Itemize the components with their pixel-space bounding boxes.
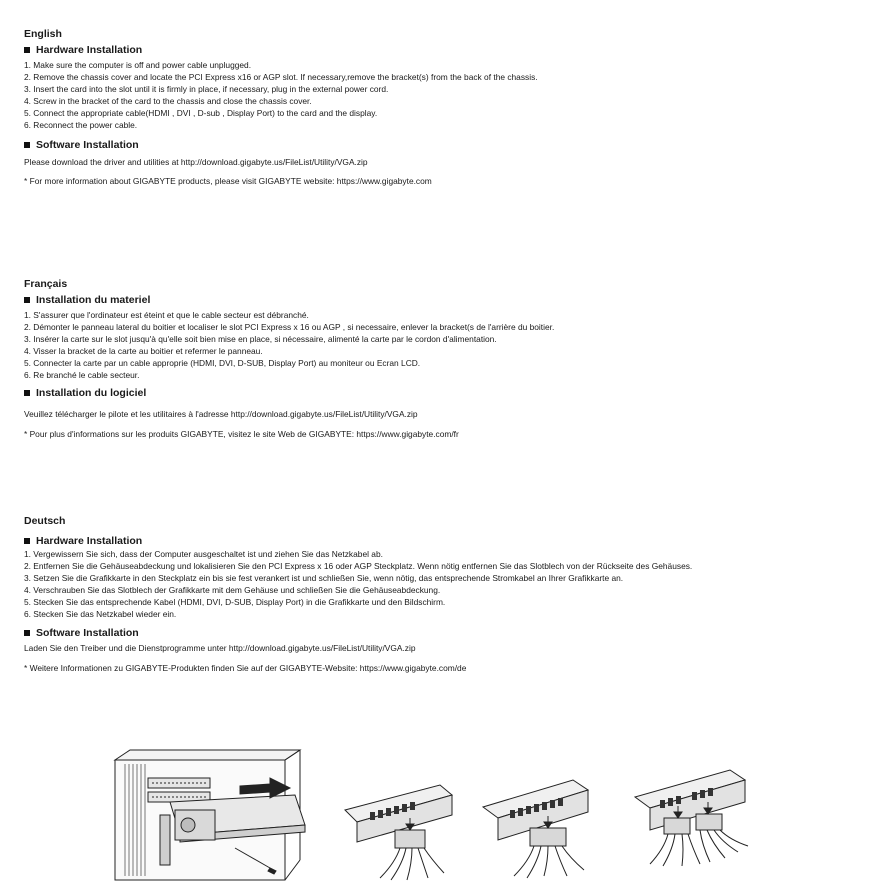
- power-connector-icon: [340, 780, 460, 885]
- power-connector-illustration-3: [630, 762, 760, 882]
- square-bullet-icon: [24, 538, 30, 544]
- list-item: 5. Connecter la carte par un cable approprie (HDMI, DVI, D-SUB, Display Port) au moniteur ou Ecran LCD.: [24, 358, 421, 368]
- list-item: 3. Insérer la carte sur le slot jusqu'à qu'elle soit bien mise en place, si nécessaire, alimenté la carte par le cordon d'alimentation.: [24, 334, 497, 344]
- list-item: 2. Remove the chassis cover and locate the PCI Express x16 or AGP slot. If necessary,remove the bracket(s) from the back of the chassis.: [24, 72, 538, 82]
- list-item: 1. Make sure the computer is off and power cable unplugged.: [24, 60, 252, 70]
- deutsch-hardware-heading: [24, 534, 884, 548]
- list-item: 4. Screw in the bracket of the card to the chassis and close the chassis cover.: [24, 96, 312, 106]
- list-item: 5. Stecken Sie das entsprechende Kabel (HDMI, DVI, D-SUB, Display Port) in die Grafikkarte und den Bildschirm.: [24, 597, 446, 607]
- illustrations-row: [0, 740, 896, 890]
- square-bullet-icon: [24, 390, 30, 396]
- english-hardware-heading-text: Hardware Installation: [36, 44, 143, 56]
- card-insertion-illustration: [100, 740, 325, 885]
- english-section: [24, 28, 884, 187]
- deutsch-info-line: * Weitere Informationen zu GIGABYTE-Produkten finden Sie auf der GIGABYTE-Website: https://www.gigabyte.com/de: [24, 663, 467, 673]
- francais-hardware-heading: [24, 293, 884, 307]
- english-info-line: * For more information about GIGABYTE products, please visit GIGABYTE website: https://www.gigabyte.com: [24, 176, 432, 186]
- english-software-line: Please download the driver and utilities at http://download.gigabyte.us/FileList/Utility/VGA.zip: [24, 157, 368, 167]
- power-connector-icon: [478, 772, 598, 882]
- list-item: 3. Setzen Sie die Grafikkarte in den Steckplatz ein bis sie fest verankert ist und schließen Sie, wenn nötig, das entsprechende Stromkabel an Ihrer Grafikkarte an.: [24, 573, 624, 583]
- francais-software-line: Veuillez télécharger le pilote et les utilitaires à l'adresse http://download.gigabyte.us/FileList/Utility/VGA.zip: [24, 409, 418, 419]
- list-item: 5. Connect the appropriate cable(HDMI , DVI , D-sub , Display Port) to the card and the display.: [24, 108, 378, 118]
- list-item: 2. Démonter le panneau lateral du boitier et localiser le slot PCI Express x 16 ou AGP , si necessaire, enlever la bracket(s de l'arrière du boitier.: [24, 322, 555, 332]
- list-item: 6. Re branché le cable secteur.: [24, 370, 140, 380]
- list-item: 6. Reconnect the power cable.: [24, 120, 138, 130]
- francais-hardware-steps: [24, 309, 884, 381]
- english-software-heading-text: Software Installation: [36, 139, 139, 151]
- card-insertion-icon: [100, 740, 325, 885]
- francais-language-title: Français: [24, 278, 68, 290]
- english-hardware-heading: [24, 43, 884, 57]
- francais-software-heading: [24, 386, 884, 400]
- deutsch-software-line: Laden Sie den Treiber und die Dienstprogramme unter http://download.gigabyte.us/FileList/Utility/VGA.zip: [24, 643, 416, 653]
- list-item: 2. Entfernen Sie die Gehäuseabdeckung und lokalisieren Sie den PCI Express x 16 oder AGP Steckplatz. Wenn nötig entfernen Sie das Slotblech von der Rückseite des Gehäuses.: [24, 561, 693, 571]
- power-connector-illustration-1: [340, 780, 460, 885]
- deutsch-software-heading: [24, 626, 884, 640]
- power-connector-illustration-2: [478, 772, 598, 882]
- francais-software-heading-text: Installation du logiciel: [36, 387, 147, 399]
- francais-hardware-heading-text: Installation du materiel: [36, 294, 151, 306]
- power-connector-icon: [630, 762, 760, 882]
- deutsch-software-heading-text: Software Installation: [36, 627, 139, 639]
- english-hardware-steps: [24, 59, 884, 131]
- english-language-title: English: [24, 28, 62, 40]
- list-item: 6. Stecken Sie das Netzkabel wieder ein.: [24, 609, 177, 619]
- deutsch-hardware-steps: [24, 548, 884, 620]
- list-item: 3. Insert the card into the slot until it is firmly in place, if necessary, plug in the external power cord.: [24, 84, 389, 94]
- deutsch-section: [24, 515, 884, 674]
- list-item: 1. S'assurer que l'ordinateur est éteint et que le cable secteur est débranché.: [24, 310, 309, 320]
- list-item: 4. Visser la bracket de la carte au boitier et refermer le panneau.: [24, 346, 263, 356]
- francais-section: [24, 278, 884, 440]
- deutsch-language-title: Deutsch: [24, 515, 66, 527]
- square-bullet-icon: [24, 630, 30, 636]
- list-item: 4. Verschrauben Sie das Slotblech der Grafikkarte mit dem Gehäuse und schließen Sie die Gehäuseabdeckung.: [24, 585, 441, 595]
- francais-info-line: * Pour plus d'informations sur les produits GIGABYTE, visitez le site Web de GIGABYTE: https://www.gigabyte.com/fr: [24, 429, 459, 439]
- square-bullet-icon: [24, 142, 30, 148]
- square-bullet-icon: [24, 297, 30, 303]
- deutsch-hardware-heading-text: Hardware Installation: [36, 535, 143, 547]
- english-software-heading: [24, 138, 884, 152]
- square-bullet-icon: [24, 47, 30, 53]
- list-item: 1. Vergewissern Sie sich, dass der Computer ausgeschaltet ist und ziehen Sie das Netzkabel ab.: [24, 549, 383, 559]
